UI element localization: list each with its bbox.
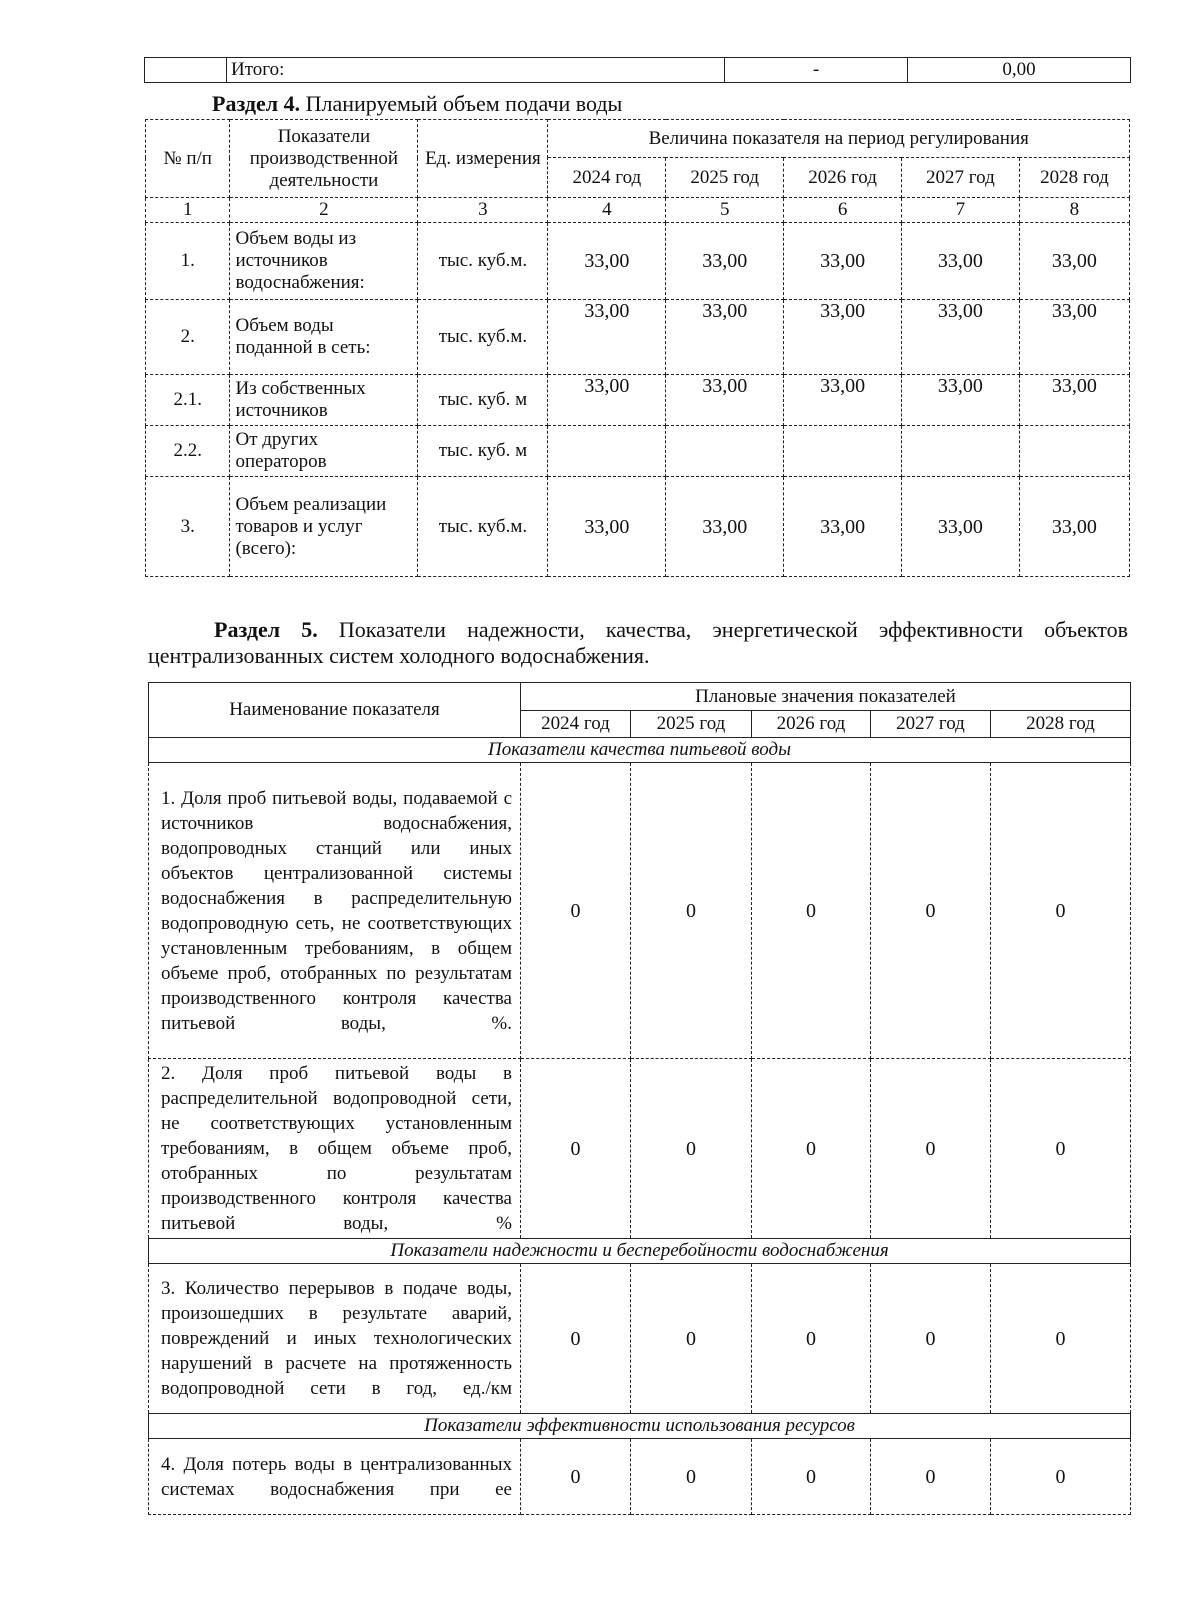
indicator-value: 0 bbox=[752, 763, 871, 1059]
table-row bbox=[146, 223, 1130, 300]
row-value: 33,00 bbox=[548, 477, 666, 577]
table-row bbox=[146, 477, 1130, 577]
row-unit: тыс. куб. м bbox=[418, 375, 548, 426]
column-numbers-row bbox=[146, 198, 1130, 223]
row-value: 33,00 bbox=[1019, 477, 1129, 577]
table-row bbox=[149, 1264, 1131, 1414]
header-year: 2025 год bbox=[631, 711, 752, 738]
total-row bbox=[145, 58, 1131, 83]
indicator-value: 0 bbox=[631, 1059, 752, 1239]
total-empty-cell bbox=[145, 58, 227, 83]
row-value: 33,00 bbox=[1019, 300, 1129, 375]
section5-title: Показатели надежности, качества, энергетической эффективности объектов централизованных систем холодного водоснабжения. bbox=[148, 617, 1128, 668]
row-value: 33,00 bbox=[784, 477, 902, 577]
section5-header-row bbox=[149, 683, 1131, 711]
group-header-row bbox=[149, 1239, 1131, 1264]
header-year: 2028 год bbox=[991, 711, 1131, 738]
group-title: Показатели качества питьевой воды bbox=[149, 738, 1131, 763]
row-value: 33,00 bbox=[548, 300, 666, 375]
table-row bbox=[149, 763, 1131, 1059]
table-row bbox=[149, 1439, 1131, 1515]
indicator-value: 0 bbox=[991, 1264, 1131, 1414]
total-label: Итого: bbox=[227, 58, 725, 83]
indicator-name: 2. Доля проб питьевой воды в распределительной водопроводной сети, не соответствующих установленным требованиям, в общем объеме проб, отобранных по результатам производственного контроля качества питьевой воды, % bbox=[149, 1059, 521, 1239]
indicator-value: 0 bbox=[871, 763, 991, 1059]
indicator-value: 0 bbox=[991, 1059, 1131, 1239]
indicator-value: 0 bbox=[752, 1264, 871, 1414]
indicator-name: 3. Количество перерывов в подаче воды, произошедших в результате аварий, повреждений и иных технологических нарушений в расчете на протяженность водопроводной сети в год, ед./км bbox=[149, 1264, 521, 1414]
header-year: 2025 год bbox=[666, 158, 784, 198]
row-value: 33,00 bbox=[901, 375, 1019, 426]
row-value bbox=[666, 426, 784, 477]
table-row bbox=[149, 1059, 1131, 1239]
row-name: Объем реализации товаров и услуг (всего): bbox=[230, 477, 418, 577]
group-title: Показатели эффективности использования ресурсов bbox=[149, 1414, 1131, 1439]
row-num: 1. bbox=[146, 223, 230, 300]
section4-heading bbox=[212, 91, 622, 117]
row-value: 33,00 bbox=[548, 375, 666, 426]
group-header-row bbox=[149, 1414, 1131, 1439]
row-value: 33,00 bbox=[901, 300, 1019, 375]
col-number: 8 bbox=[1019, 198, 1129, 223]
row-value: 33,00 bbox=[666, 300, 784, 375]
group-title: Показатели надежности и бесперебойности водоснабжения bbox=[149, 1239, 1131, 1264]
indicator-value: 0 bbox=[521, 1059, 631, 1239]
row-value: 33,00 bbox=[784, 223, 902, 300]
row-value: 33,00 bbox=[666, 223, 784, 300]
indicator-value: 0 bbox=[871, 1439, 991, 1515]
indicator-value: 0 bbox=[521, 1264, 631, 1414]
header-period: Величина показателя на период регулирования bbox=[548, 120, 1130, 158]
row-value: 33,00 bbox=[1019, 375, 1129, 426]
section5-heading bbox=[148, 617, 1128, 669]
row-value: 33,00 bbox=[666, 375, 784, 426]
row-unit: тыс. куб. м bbox=[418, 426, 548, 477]
header-year: 2026 год bbox=[784, 158, 902, 198]
header-year: 2024 год bbox=[548, 158, 666, 198]
indicator-value: 0 bbox=[871, 1264, 991, 1414]
header-indicator-name: Наименование показателя bbox=[149, 683, 521, 738]
indicator-value: 0 bbox=[631, 763, 752, 1059]
row-value: 33,00 bbox=[1019, 223, 1129, 300]
row-value: 33,00 bbox=[666, 477, 784, 577]
header-planned: Плановые значения показателей bbox=[521, 683, 1131, 711]
section4-prefix: Раздел 4. bbox=[212, 91, 301, 116]
header-num: № п/п bbox=[146, 120, 230, 198]
col-number: 1 bbox=[146, 198, 230, 223]
row-num: 2.1. bbox=[146, 375, 230, 426]
header-year: 2024 год bbox=[521, 711, 631, 738]
header-unit: Ед. измерения bbox=[418, 120, 548, 198]
indicator-value: 0 bbox=[521, 1439, 631, 1515]
row-value bbox=[901, 426, 1019, 477]
total-table bbox=[144, 57, 1131, 83]
header-year: 2027 год bbox=[901, 158, 1019, 198]
col-number: 2 bbox=[230, 198, 418, 223]
indicator-value: 0 bbox=[991, 763, 1131, 1059]
row-value: 33,00 bbox=[548, 223, 666, 300]
indicator-value: 0 bbox=[752, 1439, 871, 1515]
col-number: 4 bbox=[548, 198, 666, 223]
table-row bbox=[146, 300, 1130, 375]
col-number: 6 bbox=[784, 198, 902, 223]
total-value: 0,00 bbox=[908, 58, 1131, 83]
col-number: 5 bbox=[666, 198, 784, 223]
col-number: 3 bbox=[418, 198, 548, 223]
row-unit: тыс. куб.м. bbox=[418, 477, 548, 577]
indicator-value: 0 bbox=[631, 1439, 752, 1515]
table-row bbox=[146, 426, 1130, 477]
row-value: 33,00 bbox=[901, 477, 1019, 577]
row-value bbox=[784, 426, 902, 477]
section4-header-row bbox=[146, 120, 1130, 158]
section5-table bbox=[148, 682, 1131, 1515]
table-row bbox=[146, 375, 1130, 426]
indicator-value: 0 bbox=[991, 1439, 1131, 1515]
row-value: 33,00 bbox=[784, 300, 902, 375]
row-value bbox=[1019, 426, 1129, 477]
row-value: 33,00 bbox=[901, 223, 1019, 300]
header-year: 2026 год bbox=[752, 711, 871, 738]
indicator-value: 0 bbox=[871, 1059, 991, 1239]
row-num: 2.2. bbox=[146, 426, 230, 477]
group-header-row bbox=[149, 738, 1131, 763]
row-name: Объем воды из источников водоснабжения: bbox=[230, 223, 418, 300]
row-value: 33,00 bbox=[784, 375, 902, 426]
total-dash: - bbox=[725, 58, 908, 83]
header-indicator: Показатели производственной деятельности bbox=[230, 120, 418, 198]
indicator-value: 0 bbox=[631, 1264, 752, 1414]
row-unit: тыс. куб.м. bbox=[418, 223, 548, 300]
indicator-value: 0 bbox=[752, 1059, 871, 1239]
section4-table bbox=[145, 119, 1130, 577]
indicator-name: 4. Доля потерь воды в централизованных системах водоснабжения при ее bbox=[149, 1439, 521, 1515]
row-unit: тыс. куб.м. bbox=[418, 300, 548, 375]
indicator-value: 0 bbox=[521, 763, 631, 1059]
section5-prefix: Раздел 5. bbox=[214, 617, 318, 642]
section4-title: Планируемый объем подачи воды bbox=[305, 91, 623, 116]
row-name: Из собственных источников bbox=[230, 375, 418, 426]
row-num: 2. bbox=[146, 300, 230, 375]
row-name: От других операторов bbox=[230, 426, 418, 477]
header-year: 2027 год bbox=[871, 711, 991, 738]
row-value bbox=[548, 426, 666, 477]
header-year: 2028 год bbox=[1019, 158, 1129, 198]
col-number: 7 bbox=[901, 198, 1019, 223]
indicator-name: 1. Доля проб питьевой воды, подаваемой с источников водоснабжения, водопроводных станций или иных объектов централизованной системы водоснабжения в распределительную водопроводную сеть, не соответствующих установленным требованиям, в общем объеме проб, отобранных по результатам производственного контроля качества питьевой воды, %. bbox=[149, 763, 521, 1059]
row-num: 3. bbox=[146, 477, 230, 577]
row-name: Объем воды поданной в сеть: bbox=[230, 300, 418, 375]
